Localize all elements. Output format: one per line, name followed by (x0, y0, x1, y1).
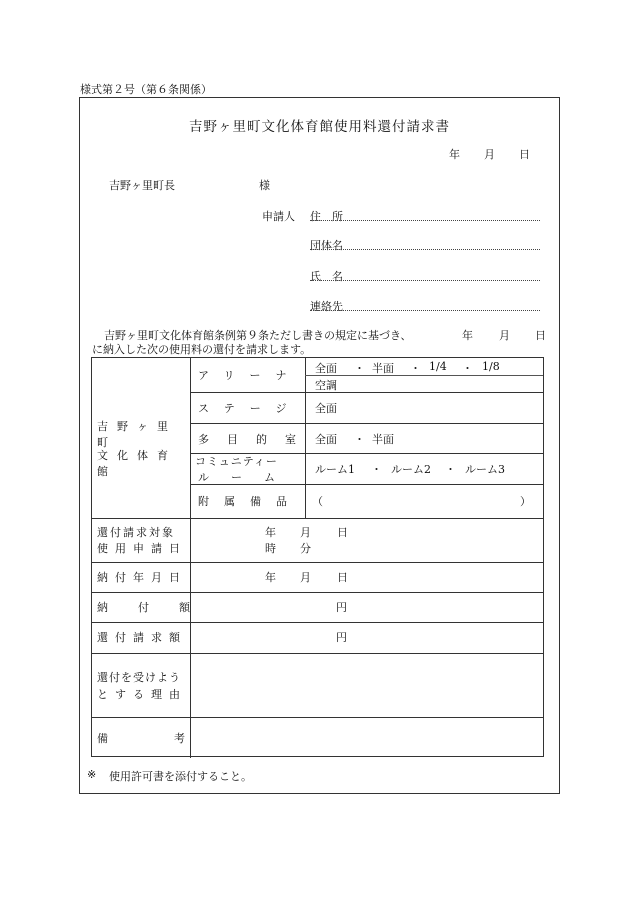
community-opt-room3[interactable]: ルーム3 (465, 463, 505, 476)
applicant-address-label: 住 所 (310, 210, 343, 223)
arena-sep2: ・ (410, 362, 421, 375)
arena-sep1: ・ (354, 362, 365, 375)
date-day: 日 (519, 148, 530, 161)
contact-field[interactable] (310, 310, 540, 311)
applicant-name-label: 氏 名 (310, 270, 343, 283)
row-line-paydate (92, 592, 543, 593)
multipurpose-sep: ・ (354, 433, 365, 446)
target-month: 月 (300, 526, 311, 539)
payment-amount-yen: 円 (336, 601, 347, 614)
name-field[interactable] (310, 280, 540, 281)
target-hour: 時 (265, 542, 276, 555)
row-line-facility-end (92, 518, 543, 519)
facility-group-line1: 吉野ヶ里町 (97, 420, 177, 449)
target-day: 日 (337, 526, 348, 539)
community-sep2: ・ (445, 463, 456, 476)
remarks-label: 備考 (97, 732, 251, 745)
equipment-label: 附属備品 (198, 495, 302, 508)
row-line-target (92, 562, 543, 563)
date-month: 月 (484, 148, 495, 161)
refund-amount-label: 還付請求額 (97, 631, 187, 644)
target-year: 年 (265, 526, 276, 539)
row-line-refundamount (92, 653, 543, 654)
community-opt-room2[interactable]: ルーム2 (391, 463, 431, 476)
row-line-payamount (92, 622, 543, 623)
equipment-field[interactable] (325, 489, 515, 507)
community-sep1: ・ (371, 463, 382, 476)
arena-opt-eighth[interactable]: 1/8 (482, 360, 500, 373)
community-opt-room1[interactable]: ルーム1 (315, 463, 355, 476)
remarks-field[interactable] (192, 718, 542, 755)
form-title: 吉野ヶ里町文化体育館使用料還付請求書 (189, 119, 450, 135)
body-text-month: 月 (499, 329, 510, 342)
arena-label: アリーナ (198, 369, 302, 382)
paydate-day: 日 (337, 571, 348, 584)
arena-sep3: ・ (462, 362, 473, 375)
reason-label-1: 還付を受けよう (97, 671, 181, 684)
refund-target-label-2: 使用申請日 (97, 542, 187, 555)
addressee-honorific: 様 (259, 179, 270, 192)
stage-opt-full[interactable]: 全面 (315, 402, 337, 415)
arena-opt-half[interactable]: 半面 (372, 362, 394, 375)
body-text-line2: に納入した次の使用料の還付を請求します。 (92, 343, 312, 356)
payment-amount-label: 納付額 (97, 601, 220, 614)
address-field[interactable] (310, 220, 540, 221)
reason-field[interactable] (192, 656, 542, 716)
community-label-1: コミュニティー (195, 455, 278, 468)
target-minute: 分 (300, 542, 311, 555)
arena-subline (305, 375, 543, 376)
applicant-group-label: 団体名 (310, 239, 343, 252)
body-text-line1: 吉野ヶ里町文化体育館条例第９条ただし書きの規定に基づき、 (104, 329, 412, 342)
multipurpose-opt-half[interactable]: 半面 (372, 433, 394, 446)
community-label-2: ルーム (198, 471, 297, 484)
refund-target-label-1: 還付請求対象 (97, 526, 175, 539)
refund-amount-yen: 円 (336, 631, 347, 644)
date-year: 年 (449, 148, 460, 161)
equipment-open-paren: （ (312, 495, 323, 508)
payment-date-label: 納付年月日 (97, 571, 187, 584)
body-text-year: 年 (462, 329, 473, 342)
paydate-year: 年 (265, 571, 276, 584)
row-line-arena (190, 392, 543, 393)
note-mark: ※ (87, 768, 97, 781)
col-divider-main (190, 358, 191, 758)
stage-label: ステージ (198, 402, 302, 415)
arena-opt-quarter[interactable]: 1/4 (429, 360, 447, 373)
multipurpose-opt-full[interactable]: 全面 (315, 433, 337, 446)
paydate-month: 月 (300, 571, 311, 584)
row-line-stage (190, 423, 543, 424)
reason-label-2: とする理由 (97, 688, 187, 701)
addressee-name: 吉野ヶ里町長 (109, 179, 175, 192)
arena-opt-full[interactable]: 全面 (315, 362, 337, 375)
applicant-label: 申請人 (262, 210, 295, 223)
facility-group-line2: 文化体育館 (97, 449, 177, 478)
multipurpose-label: 多目的室 (198, 433, 314, 446)
group-field[interactable] (310, 249, 540, 250)
note-text: 使用許可書を添付すること。 (109, 770, 252, 783)
applicant-contact-label: 連絡先 (310, 300, 343, 313)
body-text-day: 日 (535, 329, 546, 342)
equipment-close-paren: ） (520, 495, 531, 508)
arena-aircon[interactable]: 空調 (315, 379, 337, 392)
form-number: 様式第２号（第６条関係） (80, 83, 212, 96)
